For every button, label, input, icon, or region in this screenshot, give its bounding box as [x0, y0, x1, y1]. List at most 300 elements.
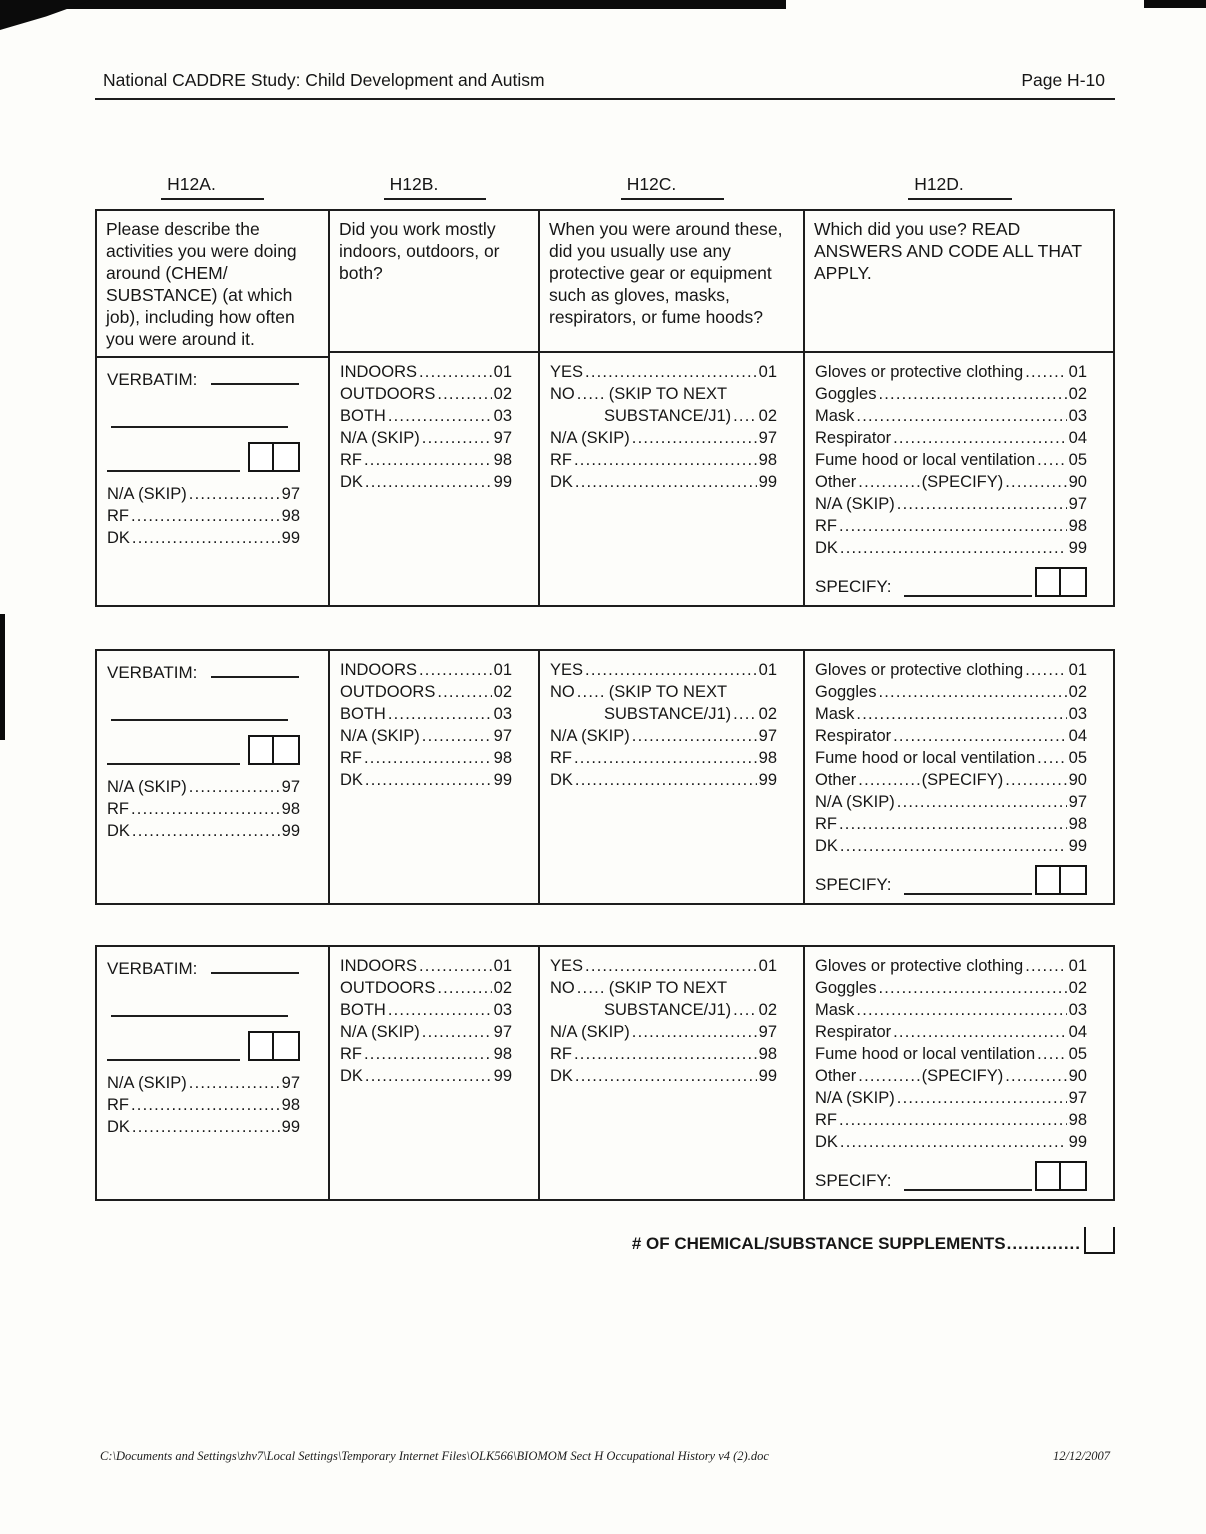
code-box	[1035, 1161, 1061, 1191]
option-code: 97	[493, 1022, 512, 1041]
option-rf	[815, 516, 1087, 538]
option-label: RF	[815, 814, 837, 833]
option-code: 01	[758, 660, 777, 679]
skip-instruction: (SKIP TO NEXT	[608, 384, 728, 403]
option-respirator	[815, 1022, 1087, 1044]
gear-type-options	[805, 651, 1113, 903]
interviewer-instruction: READ ANSWERS AND CODE ALL THAT APPLY.	[814, 219, 1082, 283]
option-na-skip	[815, 792, 1087, 814]
option-code: 99	[758, 1066, 777, 1085]
option-label: N/A (SKIP)	[107, 1074, 187, 1092]
scan-artifact	[1144, 0, 1206, 8]
write-line	[904, 583, 1032, 597]
option-code: 99	[493, 1066, 512, 1085]
code-boxes	[1035, 865, 1087, 895]
option-code: 97	[758, 1022, 777, 1041]
substance-row-2	[95, 649, 1206, 905]
option-label: Gloves or protective clothing	[815, 660, 1024, 679]
option-rf	[550, 748, 777, 770]
option-label: RF	[340, 450, 362, 469]
gear-type-options	[805, 947, 1113, 1199]
dot-leader	[858, 770, 919, 792]
dot-leader	[131, 1095, 280, 1117]
write-line	[107, 1049, 240, 1061]
dot-leader	[1025, 660, 1066, 682]
option-label: OUTDOORS	[340, 682, 436, 701]
option-code: 04	[1068, 428, 1087, 447]
option-code: 98	[281, 800, 300, 818]
protective-gear-options	[540, 947, 803, 1096]
option-label: Mask	[815, 704, 855, 723]
dot-leader	[1037, 1044, 1067, 1066]
dot-leader	[422, 428, 492, 450]
protective-gear-options	[540, 353, 803, 502]
specify-row	[815, 567, 1087, 597]
dot-leader	[858, 472, 919, 494]
option-code: 98	[758, 1044, 777, 1063]
write-line	[904, 881, 1032, 895]
option-code: 04	[1068, 726, 1087, 745]
option-label: DK	[815, 538, 838, 557]
column-headers	[95, 174, 1206, 200]
option-code: 98	[758, 450, 777, 469]
option-code: 97	[758, 428, 777, 447]
option-indoors	[340, 362, 512, 384]
dot-leader	[897, 494, 1067, 516]
option-code: 98	[493, 450, 512, 469]
column-header-h12d: H12D.	[805, 174, 1115, 200]
option-code: 01	[1068, 660, 1087, 679]
option-code: 97	[281, 778, 300, 796]
cell-h12b	[330, 945, 540, 1201]
option-label: Fume hood or local ventilation	[815, 1044, 1036, 1063]
dot-leader	[574, 748, 757, 770]
dot-leader	[1037, 748, 1067, 770]
dot-leader	[585, 362, 757, 384]
option-label: DK	[550, 770, 573, 789]
option-code: 03	[1068, 704, 1087, 723]
dot-leader	[1005, 1066, 1066, 1088]
dot-leader	[419, 956, 492, 978]
option-rf	[815, 814, 1087, 836]
verbatim-codes	[107, 777, 314, 843]
option-label: N/A (SKIP)	[107, 778, 187, 796]
write-line	[211, 961, 299, 974]
option-goggles	[815, 384, 1087, 406]
dot-leader	[422, 1022, 492, 1044]
indoors-outdoors-options	[330, 947, 538, 1096]
cell-h12c	[540, 649, 805, 905]
verbatim-section	[97, 947, 328, 1147]
option-code: 97	[281, 485, 300, 503]
substance-row-3	[95, 945, 1206, 1201]
option-code: 90	[1068, 472, 1087, 491]
dot-leader	[577, 978, 607, 1000]
dot-leader	[1005, 472, 1066, 494]
option-code: 02	[758, 1000, 777, 1019]
count-box	[1084, 1227, 1115, 1254]
code-box	[1035, 567, 1061, 597]
option-both	[340, 1000, 512, 1022]
verbatim-section	[97, 651, 328, 851]
option-na-skip	[340, 428, 512, 450]
option-respirator	[815, 726, 1087, 748]
dot-leader	[856, 1000, 1066, 1022]
option-gloves	[815, 956, 1087, 978]
option-code: 98	[1068, 814, 1087, 833]
dot-leader	[437, 978, 491, 1000]
option-label: N/A (SKIP)	[107, 485, 187, 503]
dot-leader	[893, 1022, 1067, 1044]
write-line	[211, 665, 299, 678]
code-boxes	[1035, 567, 1087, 597]
option-code: 03	[1068, 1000, 1087, 1019]
code-boxes	[248, 442, 300, 472]
cell-h12a	[95, 649, 330, 905]
option-code: 01	[758, 956, 777, 975]
option-code: 02	[493, 978, 512, 997]
verbatim-label: VERBATIM:	[107, 370, 198, 389]
option-label: DK	[340, 770, 363, 789]
option-code: 99	[1068, 836, 1087, 855]
code-boxes	[248, 735, 300, 765]
option-label: NO	[550, 978, 575, 997]
question-h12c: When you were around these, did you usually use any protective gear or equipment such as gloves, masks, respirators, or fume hoods?	[540, 211, 803, 353]
code-box	[1035, 865, 1061, 895]
option-na-skip	[340, 726, 512, 748]
option-other	[815, 770, 1087, 792]
verbatim-codes	[107, 484, 314, 550]
option-na-skip	[107, 777, 300, 799]
dot-leader	[365, 472, 492, 494]
option-no	[550, 384, 777, 406]
write-line	[111, 1015, 288, 1017]
dot-leader	[585, 660, 757, 682]
dot-leader	[858, 1066, 919, 1088]
option-na-skip	[107, 1073, 300, 1095]
option-no	[550, 978, 777, 1000]
option-label: N/A (SKIP)	[550, 428, 630, 447]
dot-leader	[388, 406, 492, 428]
option-code: 01	[493, 660, 512, 679]
dot-leader	[131, 506, 280, 528]
option-label: DK	[815, 1132, 838, 1151]
write-line	[111, 426, 288, 428]
code-box	[274, 1031, 300, 1061]
cell-h12a	[95, 945, 330, 1201]
option-fume-hood	[815, 450, 1087, 472]
dot-leader	[575, 472, 757, 494]
write-line	[904, 1177, 1032, 1191]
option-code: 98	[758, 748, 777, 767]
dot-leader	[878, 682, 1066, 704]
cell-h12b	[330, 209, 540, 607]
option-rf	[107, 506, 300, 528]
option-code: 98	[281, 507, 300, 525]
scan-artifact	[0, 0, 786, 9]
option-code: 97	[493, 428, 512, 447]
dot-leader	[878, 978, 1066, 1000]
option-na-skip	[815, 1088, 1087, 1110]
option-respirator	[815, 428, 1087, 450]
option-other	[815, 1066, 1087, 1088]
dot-leader	[1025, 362, 1066, 384]
option-code: 03	[493, 1000, 512, 1019]
option-dk	[107, 821, 300, 843]
option-label: NO	[550, 384, 575, 403]
option-gloves	[815, 660, 1087, 682]
option-dk	[550, 770, 777, 792]
option-label: RF	[815, 1110, 837, 1129]
option-dk	[340, 770, 512, 792]
specify-label: SPECIFY:	[815, 1171, 892, 1190]
specify-label: SPECIFY:	[815, 875, 892, 894]
option-mask	[815, 1000, 1087, 1022]
option-label: RF	[550, 1044, 572, 1063]
dot-leader	[364, 748, 492, 770]
option-code: 97	[1068, 1088, 1087, 1107]
option-label: BOTH	[340, 1000, 386, 1019]
option-code: 97	[758, 726, 777, 745]
option-code: 99	[281, 1118, 300, 1136]
column-header-h12a: H12A.	[95, 174, 330, 200]
option-label: RF	[340, 748, 362, 767]
substance-row-1	[95, 209, 1206, 607]
option-code: 98	[1068, 516, 1087, 535]
code-box	[274, 442, 300, 472]
option-mask	[815, 704, 1087, 726]
option-code: 99	[1068, 538, 1087, 557]
column-header-h12b: H12B.	[330, 174, 540, 200]
option-dk	[550, 472, 777, 494]
question-text: Which did you use?	[814, 219, 967, 239]
dot-leader	[422, 726, 492, 748]
option-label: DK	[340, 472, 363, 491]
option-no-skip-target	[550, 406, 777, 428]
code-boxes	[248, 1031, 300, 1061]
option-label: Respirator	[815, 726, 892, 745]
dot-leader	[585, 956, 757, 978]
page-number: Page H-10	[1021, 70, 1105, 90]
option-code: 90	[1068, 770, 1087, 789]
option-label: RF	[815, 516, 837, 535]
option-rf	[550, 450, 777, 472]
option-label: OUTDOORS	[340, 978, 436, 997]
option-code: 01	[493, 956, 512, 975]
indoors-outdoors-options	[330, 353, 538, 502]
option-code: 03	[1068, 406, 1087, 425]
scan-artifact	[0, 614, 5, 740]
specify-row	[815, 865, 1087, 895]
dot-leader	[419, 660, 492, 682]
footer-date: 12/12/2007	[1053, 1449, 1110, 1463]
dot-leader	[733, 704, 757, 726]
dot-leader	[856, 704, 1066, 726]
skip-instruction: (SKIP TO NEXT	[608, 978, 728, 997]
option-outdoors	[340, 384, 512, 406]
dot-leader	[437, 682, 491, 704]
option-rf	[340, 748, 512, 770]
option-code: 02	[493, 384, 512, 403]
option-code: 98	[281, 1096, 300, 1114]
option-yes	[550, 362, 777, 384]
dot-leader	[897, 1088, 1067, 1110]
specify-row	[815, 1161, 1087, 1191]
skip-instruction: SUBSTANCE/J1)	[604, 406, 732, 425]
dot-leader	[365, 770, 492, 792]
option-rf	[340, 1044, 512, 1066]
specify-hint: (SPECIFY)	[921, 472, 1004, 491]
dot-leader	[839, 814, 1067, 836]
option-na-skip	[550, 1022, 777, 1044]
dot-leader	[365, 1066, 492, 1088]
document-footer	[100, 1449, 1110, 1464]
option-dk	[340, 472, 512, 494]
option-label: N/A (SKIP)	[340, 428, 420, 447]
column-header-h12c: H12C.	[540, 174, 805, 200]
option-label: YES	[550, 660, 584, 679]
option-code: 97	[1068, 792, 1087, 811]
dot-leader	[840, 538, 1067, 560]
dot-leader	[419, 362, 492, 384]
option-label: RF	[550, 450, 572, 469]
option-label: RF	[107, 1096, 129, 1114]
dot-leader	[1025, 956, 1066, 978]
verbatim-section	[97, 358, 328, 558]
option-dk	[815, 836, 1087, 858]
supplements-label: # OF CHEMICAL/SUBSTANCE SUPPLEMENTS	[631, 1234, 1006, 1253]
option-code: 99	[758, 770, 777, 789]
dot-leader	[897, 792, 1067, 814]
specify-hint: (SPECIFY)	[921, 1066, 1004, 1085]
option-code: 99	[281, 822, 300, 840]
option-code: 02	[758, 406, 777, 425]
option-label: DK	[107, 529, 130, 547]
option-label: DK	[107, 1118, 130, 1136]
option-code: 01	[758, 362, 777, 381]
option-label: Fume hood or local ventilation	[815, 748, 1036, 767]
option-label: Respirator	[815, 428, 892, 447]
skip-instruction: SUBSTANCE/J1)	[604, 1000, 732, 1019]
dot-leader: .............	[1006, 1234, 1081, 1253]
specify-hint: (SPECIFY)	[921, 770, 1004, 789]
option-label: Goggles	[815, 978, 877, 997]
dot-leader	[840, 1132, 1067, 1154]
dot-leader	[132, 528, 280, 550]
option-code: 03	[493, 406, 512, 425]
option-code: 97	[281, 1074, 300, 1092]
dot-leader	[574, 1044, 757, 1066]
skip-instruction: (SKIP TO NEXT	[608, 682, 728, 701]
question-h12a: Please describe the activities you were doing around (CHEM/ SUBSTANCE) (at which job), including how often you were around it.	[97, 211, 328, 358]
option-goggles	[815, 682, 1087, 704]
dot-leader	[388, 1000, 492, 1022]
option-label: Gloves or protective clothing	[815, 362, 1024, 381]
option-na-skip	[107, 484, 300, 506]
option-code: 05	[1068, 1044, 1087, 1063]
option-no	[550, 682, 777, 704]
option-label: N/A (SKIP)	[550, 726, 630, 745]
write-line	[107, 460, 240, 472]
question-h12d	[805, 211, 1113, 353]
dot-leader	[132, 821, 280, 843]
option-code: 02	[1068, 384, 1087, 403]
cell-h12c	[540, 209, 805, 607]
option-label: Gloves or protective clothing	[815, 956, 1024, 975]
option-gloves	[815, 362, 1087, 384]
option-dk	[550, 1066, 777, 1088]
option-label: YES	[550, 956, 584, 975]
option-goggles	[815, 978, 1087, 1000]
option-rf	[815, 1110, 1087, 1132]
option-label: Other	[815, 472, 857, 491]
code-boxes	[1035, 1161, 1087, 1191]
option-rf	[340, 450, 512, 472]
option-code: 90	[1068, 1066, 1087, 1085]
option-mask	[815, 406, 1087, 428]
option-code: 04	[1068, 1022, 1087, 1041]
dot-leader	[132, 1117, 280, 1139]
option-label: YES	[550, 362, 584, 381]
dot-leader	[733, 406, 757, 428]
option-label: Other	[815, 1066, 857, 1085]
option-label: Goggles	[815, 384, 877, 403]
option-both	[340, 704, 512, 726]
option-na-skip	[550, 428, 777, 450]
gear-type-options	[805, 353, 1113, 605]
code-box	[248, 735, 274, 765]
option-label: BOTH	[340, 704, 386, 723]
option-label: N/A (SKIP)	[340, 1022, 420, 1041]
dot-leader	[575, 770, 757, 792]
specify-label: SPECIFY:	[815, 577, 892, 596]
option-label: RF	[107, 507, 129, 525]
skip-instruction: SUBSTANCE/J1)	[604, 704, 732, 723]
write-line	[111, 719, 288, 721]
indoors-outdoors-options	[330, 651, 538, 800]
option-yes	[550, 956, 777, 978]
dot-leader	[733, 1000, 757, 1022]
option-na-skip	[550, 726, 777, 748]
option-label: DK	[550, 1066, 573, 1085]
dot-leader	[437, 384, 491, 406]
option-code: 01	[493, 362, 512, 381]
option-code: 99	[1068, 1132, 1087, 1151]
option-na-skip	[815, 494, 1087, 516]
option-code: 99	[281, 529, 300, 547]
cell-h12d	[805, 649, 1115, 905]
option-code: 98	[493, 748, 512, 767]
option-code: 98	[1068, 1110, 1087, 1129]
dot-leader	[189, 777, 280, 799]
option-outdoors	[340, 978, 512, 1000]
verbatim-codes	[107, 1073, 314, 1139]
dot-leader	[840, 836, 1067, 858]
dot-leader	[632, 726, 757, 748]
dot-leader	[878, 384, 1066, 406]
option-dk	[815, 1132, 1087, 1154]
code-box	[1061, 865, 1087, 895]
dot-leader	[388, 704, 492, 726]
option-code: 01	[1068, 362, 1087, 381]
option-label: DK	[815, 836, 838, 855]
option-code: 01	[1068, 956, 1087, 975]
option-other	[815, 472, 1087, 494]
dot-leader	[893, 428, 1067, 450]
option-rf	[107, 799, 300, 821]
dot-leader	[1005, 770, 1066, 792]
option-label: DK	[340, 1066, 363, 1085]
